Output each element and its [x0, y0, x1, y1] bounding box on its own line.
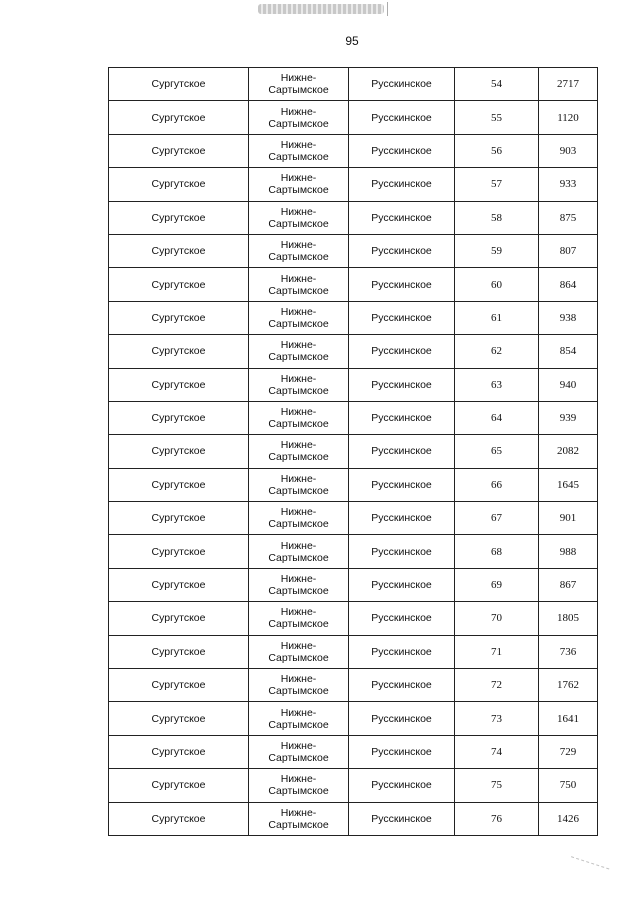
table-row	[109, 468, 598, 501]
cell-value: 939	[539, 401, 598, 434]
cell-district: Сургутское	[109, 802, 249, 835]
settlement-line-1: Нижне-	[280, 740, 317, 752]
cell-settlement	[249, 301, 349, 334]
settlement-line-1: Нижне-	[280, 706, 317, 719]
cell-settlement	[249, 168, 349, 201]
cell-value: 736	[539, 635, 598, 668]
cell-district: Сургутское	[109, 568, 249, 601]
cell-settlement	[249, 802, 349, 835]
cell-value: 807	[539, 234, 598, 267]
cell-field: Русскинское	[349, 568, 455, 601]
cell-value: 940	[539, 368, 598, 401]
cell-number: 65	[455, 435, 539, 468]
cell-field: Русскинское	[349, 268, 455, 301]
cell-number: 58	[455, 201, 539, 234]
settlement-line-1: Нижне-	[280, 573, 317, 586]
cell-field: Русскинское	[349, 234, 455, 267]
table-row	[109, 301, 598, 334]
cell-district: Сургутское	[109, 134, 249, 167]
cell-field: Русскинское	[349, 335, 455, 368]
cell-field: Русскинское	[349, 435, 455, 468]
settlement-line-2: Сартымское	[268, 551, 329, 564]
cell-field: Русскинское	[349, 635, 455, 668]
cell-district: Сургутское	[109, 268, 249, 301]
cell-settlement	[249, 735, 349, 768]
cell-field: Русскинское	[349, 201, 455, 234]
cell-value: 933	[539, 168, 598, 201]
settlement-line-2: Сартымское	[268, 418, 329, 431]
cell-field: Русскинское	[349, 168, 455, 201]
cell-value: 901	[539, 502, 598, 535]
settlement-line-2: Сартымское	[268, 518, 329, 531]
settlement-line-1: Нижне-	[280, 339, 317, 352]
cell-number: 56	[455, 134, 539, 167]
cell-number: 55	[455, 101, 539, 134]
settlement-line-2: Сартымское	[268, 84, 329, 97]
cell-settlement	[249, 468, 349, 501]
settlement-line-1: Нижне-	[280, 439, 317, 452]
cell-number: 75	[455, 769, 539, 802]
scan-artifact-corner	[567, 856, 610, 883]
settlement-line-1: Нижне-	[280, 506, 317, 519]
settlement-line-1: Нижне-	[280, 539, 317, 552]
settlement-line-2: Сартымское	[268, 818, 329, 831]
table-row	[109, 435, 598, 468]
cell-number: 60	[455, 268, 539, 301]
cell-district: Сургутское	[109, 401, 249, 434]
cell-district: Сургутское	[109, 234, 249, 267]
settlement-line-1: Нижне-	[280, 72, 317, 85]
settlement-line-2: Сартымское	[268, 184, 329, 197]
cell-value: 864	[539, 268, 598, 301]
settlement-line-2: Сартымское	[268, 150, 329, 163]
cell-district: Сургутское	[109, 735, 249, 768]
settlement-line-1: Нижне-	[280, 406, 317, 419]
settlement-line-2: Сартымское	[268, 484, 329, 497]
table-row	[109, 335, 598, 368]
cell-settlement	[249, 635, 349, 668]
table-row	[109, 535, 598, 568]
cell-field: Русскинское	[349, 802, 455, 835]
table-row	[109, 702, 598, 735]
cell-settlement	[249, 335, 349, 368]
cell-district: Сургутское	[109, 335, 249, 368]
cell-settlement	[249, 101, 349, 134]
table-row	[109, 134, 598, 167]
cell-value: 750	[539, 769, 598, 802]
settlement-line-1: Нижне-	[280, 472, 317, 485]
table-row	[109, 234, 598, 267]
cell-settlement	[249, 201, 349, 234]
cell-number: 63	[455, 368, 539, 401]
settlement-line-1: Нижне-	[280, 606, 317, 619]
table-row	[109, 735, 598, 768]
settlement-line-2: Сартымское	[268, 752, 329, 764]
cell-field: Русскинское	[349, 602, 455, 635]
cell-district: Сургутское	[109, 68, 249, 101]
table-row	[109, 368, 598, 401]
cell-number: 59	[455, 234, 539, 267]
cell-value: 1120	[539, 101, 598, 134]
cell-field: Русскинское	[349, 502, 455, 535]
scan-artifact-tick	[387, 2, 388, 16]
scan-artifact-top	[258, 4, 384, 14]
data-table	[108, 67, 598, 836]
cell-number: 68	[455, 535, 539, 568]
cell-number: 66	[455, 468, 539, 501]
settlement-line-2: Сартымское	[268, 685, 329, 698]
settlement-line-1: Нижне-	[280, 639, 317, 652]
cell-district: Сургутское	[109, 468, 249, 501]
settlement-line-2: Сартымское	[268, 117, 329, 130]
cell-number: 67	[455, 502, 539, 535]
cell-field: Русскинское	[349, 101, 455, 134]
cell-settlement	[249, 234, 349, 267]
cell-settlement	[249, 769, 349, 802]
table-row	[109, 168, 598, 201]
page-number: 95	[345, 34, 359, 48]
cell-district: Сургутское	[109, 435, 249, 468]
cell-district: Сургутское	[109, 669, 249, 702]
cell-district: Сургутское	[109, 635, 249, 668]
settlement-line-2: Сартымское	[268, 451, 329, 464]
cell-field: Русскинское	[349, 468, 455, 501]
cell-field: Русскинское	[349, 301, 455, 334]
cell-field: Русскинское	[349, 669, 455, 702]
settlement-line-2: Сартымское	[268, 785, 329, 798]
cell-district: Сургутское	[109, 535, 249, 568]
cell-value: 875	[539, 201, 598, 234]
cell-number: 73	[455, 702, 539, 735]
cell-number: 64	[455, 401, 539, 434]
cell-field: Русскинское	[349, 134, 455, 167]
settlement-line-1: Нижне-	[280, 372, 317, 385]
cell-number: 76	[455, 802, 539, 835]
cell-district: Сургутское	[109, 368, 249, 401]
cell-number: 57	[455, 168, 539, 201]
table-row	[109, 268, 598, 301]
cell-field: Русскинское	[349, 702, 455, 735]
cell-value: 2717	[539, 68, 598, 101]
cell-settlement	[249, 68, 349, 101]
cell-district: Сургутское	[109, 101, 249, 134]
cell-settlement	[249, 401, 349, 434]
cell-settlement	[249, 368, 349, 401]
table-row	[109, 602, 598, 635]
cell-settlement	[249, 268, 349, 301]
settlement-line-1: Нижне-	[280, 673, 317, 686]
cell-value: 729	[539, 735, 598, 768]
table-body	[109, 68, 598, 836]
settlement-line-2: Сартымское	[268, 651, 329, 664]
cell-field: Русскинское	[349, 535, 455, 568]
table-row	[109, 635, 598, 668]
cell-settlement	[249, 535, 349, 568]
cell-value: 1426	[539, 802, 598, 835]
cell-value: 1641	[539, 702, 598, 735]
table-row	[109, 101, 598, 134]
cell-value: 903	[539, 134, 598, 167]
cell-value: 988	[539, 535, 598, 568]
cell-settlement	[249, 568, 349, 601]
cell-district: Сургутское	[109, 502, 249, 535]
settlement-line-1: Нижне-	[280, 806, 317, 819]
cell-number: 61	[455, 301, 539, 334]
settlement-line-2: Сартымское	[268, 317, 329, 330]
settlement-line-1: Нижне-	[280, 138, 317, 151]
cell-settlement	[249, 602, 349, 635]
cell-number: 54	[455, 68, 539, 101]
settlement-line-1: Нижне-	[280, 205, 317, 218]
table-row	[109, 68, 598, 101]
cell-number: 69	[455, 568, 539, 601]
cell-district: Сургутское	[109, 168, 249, 201]
table-row	[109, 502, 598, 535]
cell-value: 854	[539, 335, 598, 368]
settlement-line-1: Нижне-	[280, 172, 317, 185]
table-row	[109, 802, 598, 835]
cell-settlement	[249, 435, 349, 468]
cell-district: Сургутское	[109, 301, 249, 334]
cell-district: Сургутское	[109, 769, 249, 802]
cell-district: Сургутское	[109, 602, 249, 635]
table-row	[109, 669, 598, 702]
cell-field: Русскинское	[349, 769, 455, 802]
settlement-line-2: Сартымское	[268, 351, 329, 364]
cell-value: 1805	[539, 602, 598, 635]
settlement-line-1: Нижне-	[280, 773, 317, 786]
cell-field: Русскинское	[349, 401, 455, 434]
cell-value: 1645	[539, 468, 598, 501]
table-row	[109, 401, 598, 434]
settlement-line-2: Сартымское	[268, 384, 329, 397]
settlement-line-2: Сартымское	[268, 585, 329, 598]
cell-number: 70	[455, 602, 539, 635]
cell-field: Русскинское	[349, 735, 455, 768]
settlement-line-1: Нижне-	[280, 239, 317, 252]
cell-value: 1762	[539, 669, 598, 702]
settlement-line-1: Нижне-	[280, 272, 317, 285]
table-row	[109, 568, 598, 601]
cell-settlement	[249, 669, 349, 702]
table-row	[109, 769, 598, 802]
settlement-line-2: Сартымское	[268, 284, 329, 297]
cell-district: Сургутское	[109, 201, 249, 234]
cell-value: 867	[539, 568, 598, 601]
cell-district: Сургутское	[109, 702, 249, 735]
settlement-line-2: Сартымское	[268, 217, 329, 230]
cell-value: 2082	[539, 435, 598, 468]
settlement-line-1: Нижне-	[280, 305, 317, 318]
cell-number: 72	[455, 669, 539, 702]
cell-number: 62	[455, 335, 539, 368]
cell-settlement	[249, 702, 349, 735]
cell-number: 71	[455, 635, 539, 668]
cell-field: Русскинское	[349, 68, 455, 101]
settlement-line-2: Сартымское	[268, 718, 329, 731]
settlement-line-2: Сартымское	[268, 618, 329, 631]
cell-field: Русскинское	[349, 368, 455, 401]
cell-value: 938	[539, 301, 598, 334]
cell-settlement	[249, 134, 349, 167]
cell-settlement	[249, 502, 349, 535]
settlement-line-1: Нижне-	[280, 105, 317, 118]
settlement-line-2: Сартымское	[268, 251, 329, 264]
table-row	[109, 201, 598, 234]
cell-number: 74	[455, 735, 539, 768]
